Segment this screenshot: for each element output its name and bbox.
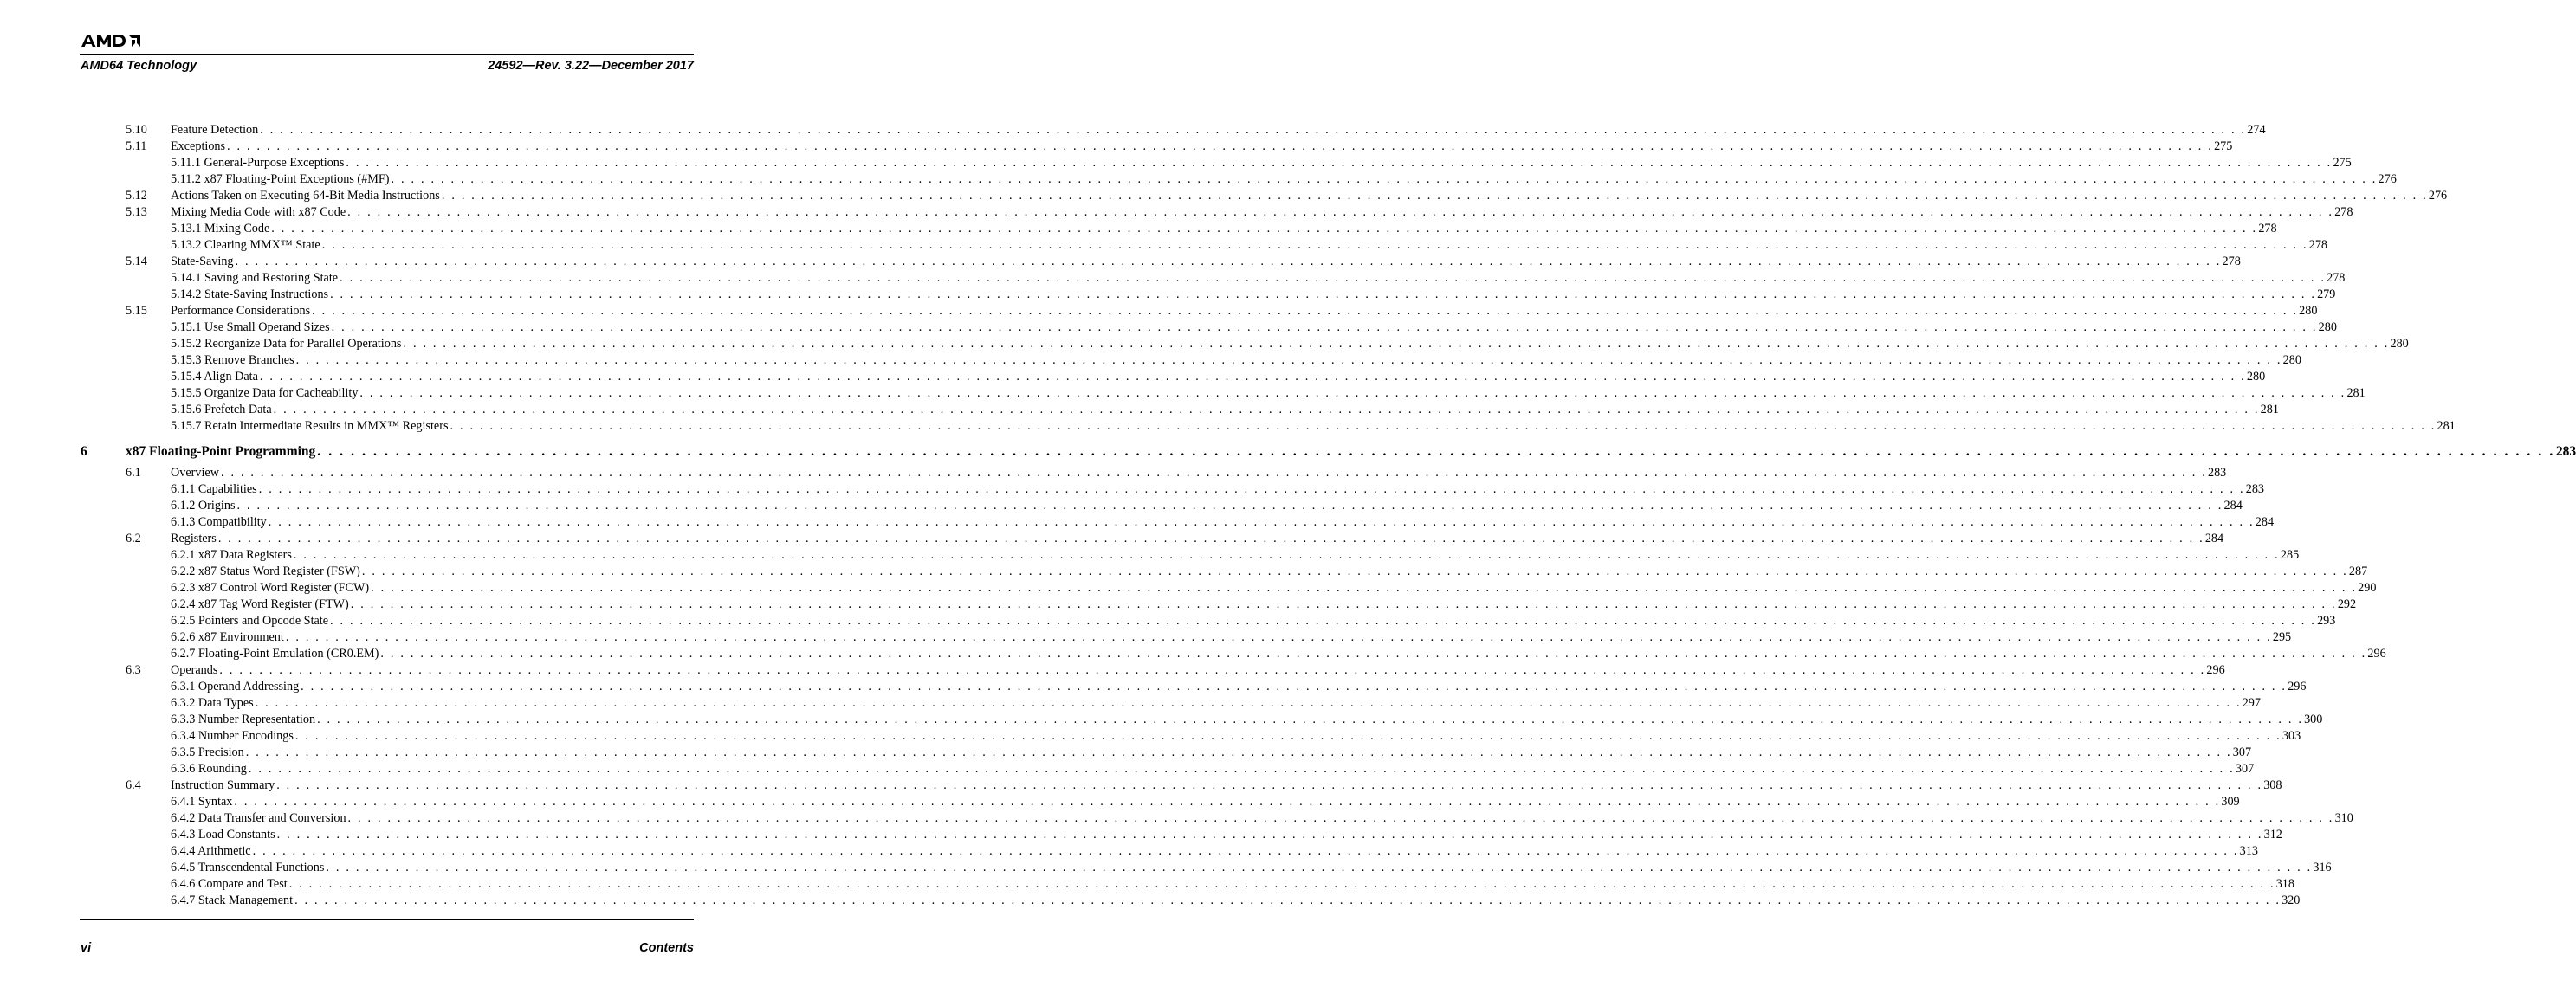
toc-entry-page: 296 (2367, 647, 2386, 661)
toc-entry[interactable] (0, 303, 2318, 319)
toc-entry-title: 6.4.2 Data Transfer and Conversion (171, 811, 346, 825)
toc-entry-title: 6.3.4 Number Encodings (171, 729, 294, 743)
toc-entry-title: x87 Floating-Point Programming (126, 444, 316, 459)
header-document-title: AMD64 Technology (81, 59, 197, 73)
footer-section-name: Contents (639, 941, 694, 955)
toc-entry[interactable] (0, 580, 2377, 597)
toc-entry[interactable] (0, 188, 2448, 204)
toc-entry[interactable] (0, 745, 2252, 761)
toc-entry-page: 309 (2221, 795, 2240, 809)
toc-dot-leader: . . . . . . . . . . . . . . . . . . . . . . . . . . . . . . . . . . . . . . . . . . . . . . . . . . . . . . . . . . . . . . . . . . . . . . . . . . . . . . . . . . . . . . . . . . . . . . . . . . . . . . . . . . . . . . . . . . . . . . . . . . . . . . . . . . . . . . . . . . . . . . . . . . . . . . . . . . . . . . . . . . . . . . . . . . . . . . . . . . . . . . . . . . . . . . . . . . . . . . . . (258, 482, 2245, 496)
toc-entry-number: 5.14 (126, 255, 147, 268)
toc-entry-title: 5.13.1 Mixing Code (171, 222, 270, 235)
toc-entry[interactable] (0, 794, 2240, 810)
footer-page-number: vi (81, 941, 92, 955)
toc-entry-page: 295 (2272, 630, 2292, 644)
toc-entry[interactable] (0, 465, 2227, 481)
toc-entry-page: 278 (2334, 205, 2353, 219)
toc-dot-leader: . . . . . . . . . . . . . . . . . . . . . . . . . . . . . . . . . . . . . . . . . . . . . . . . . . . . . . . . . . . . . . . . . . . . . . . . . . . . . . . . . . . . . . . . . . . . . . . . . . . . . . . . . . . . . . . . . . . . . . . . . . . . . . . . . . . . . . . . . . . . . . . . . . . . . . . . . . . . . . . . . . . . . . . . . . . . . . . . . . . . . . . . . . . . . . . . . . . . . . . . (361, 565, 2348, 578)
toc-dot-leader: . . . . . . . . . . . . . . . . . . . . . . . . . . . . . . . . . . . . . . . . . . . . . . . . . . . . . . . . . . . . . . . . . . . . . . . . . . . . . . . . . . . . . . . . . . . . . . . . . . . . . . . . . . . . . . . . . . . . . . . . . . . . . . . . . . . . . . . . . . . . . . . . . . . . . . . . . . . . . . . . . . . . . . . . . . . . . . . . . . . . . . . . . . . . . . . . . . . . . . . . (340, 271, 2327, 285)
toc-dot-leader: . . . . . . . . . . . . . . . . . . . . . . . . . . . . . . . . . . . . . . . . . . . . . . . . . . . . . . . . . . . . . . . . . . . . . . . . . . . . . . . . . . . . . . . . . . . . . . . . . . . . . . . . . . . . . . . . . . . . . . . . . . . . . . . . . . . . . . . . . . . . . . . . . . . . . . . . . . . . . . . . . . . . . . . . . . . . . . . . . . . . . . . . . . . . . . . . . . . . . . . . (255, 696, 2242, 710)
toc-entry[interactable] (0, 270, 2346, 287)
toc-entry-number: 6 (81, 444, 87, 459)
toc-entry[interactable] (0, 319, 2337, 336)
toc-entry[interactable] (0, 481, 2264, 498)
toc-dot-leader: . . . . . . . . . . . . . . . . . . . . . . . . . . . . . . . . . . . . . . . . . . . . . . . . . . . . . . . . . . . . . . . . . . . . . . . . . . . . . . . . . . . . . . . . . . . . . . . . . . . . . . . . . . . . . . . . . . . . . . . . . . . . . . . . . . . . . . . . . . . . . . . . . . . . . . . . . . . . . . . . . . . . . . . . . . . . . . . . . . . . . . . . . . . . . . . . . . . . . . . . (288, 877, 2275, 891)
toc-dot-leader: . . . . . . . . . . . . . . . . . . . . . . . . . . . . . . . . . . . . . . . . . . . . . . . . . . . . . . . . . . . . . . . . . . . . . . . . . . . . . . . . . . . . . . . . . . . . . . . . . . . . . . . . . . . . . . . . . . . . . . . . . . . . . . . . . . . . . . . . . . . . . . . . . . . . . . . . . . . . . . . . . . . . . . . . . . . . . . . . . . . . . . . . . . . . . . . . . . . . . . . . (321, 238, 2308, 252)
toc-entry[interactable] (0, 597, 2357, 613)
toc-entry[interactable] (0, 237, 2328, 254)
toc-entry-page: 290 (2358, 581, 2377, 595)
toc-entry-page: 276 (2428, 189, 2448, 203)
toc-entry-title: Feature Detection (171, 123, 259, 137)
toc-dot-leader: . . . . . . . . . . . . . . . . . . . . . . . . . . . . . . . . . . . . . . . . . . . . . . . . . . . . . . . . . . . . . . . . . . . . . . . . . . . . . . . . . . . . . . . . . . . . . . . . . . . . . . . . . . . . . . . . . . . . . . . . . . . . . . . . . . . . . . . . . . . . . . . . . . . . . . . . . . . . . . . . . . . . . . . . . . . . . . . . . . . . . . . . . . . . . . . . . . . . . . . . (236, 499, 2223, 513)
toc-entry-number: 6.3 (126, 663, 141, 677)
toc-entry[interactable] (0, 139, 2233, 155)
toc-entry[interactable] (0, 385, 2366, 402)
amd-logo-icon (81, 32, 150, 49)
toc-entry-page: 279 (2317, 287, 2336, 301)
toc-entry-title: Registers (171, 532, 217, 545)
toc-entry[interactable] (0, 860, 2332, 876)
toc-entry-page: 308 (2263, 778, 2282, 792)
toc-entry-page: 284 (2255, 515, 2275, 529)
toc-entry-page: 293 (2317, 614, 2336, 628)
toc-entry[interactable] (0, 204, 2353, 221)
toc-entry-page: 281 (2346, 386, 2366, 400)
toc-entry[interactable] (0, 287, 2336, 303)
toc-entry-title: Instruction Summary (171, 778, 275, 792)
toc-entry-title: 5.15.7 Retain Intermediate Results in MMX™ Registers (171, 419, 449, 433)
table-of-contents (0, 122, 2576, 909)
toc-dot-leader: . . . . . . . . . . . . . . . . . . . . . . . . . . . . . . . . . . . . . . . . . . . . . . . . . . . . . . . . . . . . . . . . . . . . . . . . . . . . . . . . . . . . . . . . . . . . . . . . . . . . . . . . . . . . . . . . . . . . . . . . . . . . . . . . . . . . . . . . . . . . . . . . . . . . . . . . . . . . . . . . . . . . . . . . . . . . . . . . . . . . . . . . . . . . . . . . . . . . . . . . (268, 515, 2255, 529)
toc-entry-title: 6.4.7 Stack Management (171, 894, 294, 907)
toc-entry-title: 5.15.3 Remove Branches (171, 353, 294, 367)
toc-dot-leader: . . . . . . . . . . . . . . . . . . . . . . . . . . . . . . . . . . . . . . . . . . . . . . . . . . . . . . . . . . . . . . . . . . . . . . . . . . . . . . . . . . . . . . . . . . . . . . . . . . . . . . . . . . . . . . . . . . . . . . . . . . . . . . . . . . . . . . . . . . . . . . . . . . . . . . . . . . . . . . . . . . . . . . . . . . . . . . . . . . . . . . . . . . . . . . . . . . . . . . . . (235, 255, 2222, 268)
toc-dot-leader: . . . . . . . . . . . . . . . . . . . . . . . . . . . . . . . . . . . . . . . . . . . . . . . . . . . . . . . . . . . . . . . . . . . . . . . . . . . . . . . . . . . . . . . . . . . . . . . . . . . . . . . . . . . . . . . . . . . . . . . . . . . . . . . . . . . . . . . . . . . . . . . . . . . . . . . . . . . . . . . . . . . . . . . . . . . . . . . . . . . . . . . . . . . . . . . . . . . . . . . . (295, 353, 2282, 367)
toc-entry-title: Operands (171, 663, 218, 677)
toc-dot-leader: . . . . . . . . . . . . . . . . . . . . . . . . . . . . . . . . . . . . . . . . . . . . . . . . . . . . . . . . . . . . . . . . . . . . . . . . . . . . . . . . . . . . . . . . . . . . . . . . . . . . . . . . . . . . . . . . . . . . . . . . . . . . . . . . . . . . . . . . . . . . . . . . . . . . . . . . . . . . . . . . . . . . . . . . . . . . . . . . . . . . . . . . . . . . . . . . . . . . . . . . (220, 466, 2207, 480)
toc-entry-page: 296 (2288, 680, 2307, 694)
toc-entry-title: Actions Taken on Executing 64-Bit Media Instructions (171, 189, 440, 203)
toc-dot-leader: . . . . . . . . . . . . . . . . . . . . . . . . . . . . . . . . . . . . . . . . . . . . . . . . . . . . . . . . . . . . . . . . . . . . . . . . . . . . . . . . . . . . . . . . . . . . . . . . . . . . . . . . . . . . . . . . . . . . . . . . . . . . . . . . . . . . . . . . . . . . . . . . . . . . . . . . . . . . . . . . . . . . . . . . . . . . . . . . . . . . . . . . . . . . . . . . . . . . . . . . (260, 123, 2247, 137)
toc-entry-page: 283 (2555, 444, 2576, 459)
toc-entry-page: 278 (2258, 222, 2277, 235)
toc-entry[interactable] (0, 418, 2456, 435)
toc-entry-title: 5.11.1 General-Purpose Exceptions (171, 156, 345, 170)
toc-dot-leader: . . . . . . . . . . . . . . . . . . . . . . . . . . . . . . . . . . . . . . . . . . . . . . . . . . . . . . . . . . . . . . . . . . . . . . . . . . . . . . . . . . . . . . . . . . . . . . . . . . . . . . . . . . . . . . . . . . . . . . . . . . . . . . . . . . . . . . . . . . . . . . . . . . . . . . . . . . . . . . . . . . . . . . . . . . . . . . . . . . . . . . . . . . . . . . . . . . . . . . . . (219, 663, 2206, 677)
toc-entry-title: 5.11.2 x87 Floating-Point Exceptions (#MF) (171, 172, 390, 186)
toc-entry[interactable] (0, 171, 2397, 188)
toc-dot-leader: . . . . . . . . . . . . . . . . . . . . . . . . . . . . . . . . . . . . . . . . . . . . . . . . . . . . . . . . . . . . . . . . . . . . . . . . . . . . . . . . . . . . . . . . . . . . . . . . . . . . . . . . . . . . . . . . . . . . . . . . . . . . . . . . . . . . . . . . . . . . . . . . . . . . . . . . . . . . . . . . . . . . . . . . . . . . . . . . . . . . . . . . . . . . . . . . . . . . . . . . (346, 156, 2333, 170)
toc-entry-number: 5.10 (126, 123, 147, 137)
toc-entry[interactable] (0, 662, 2225, 679)
toc-entry-title: 5.15.2 Reorganize Data for Parallel Operations (171, 337, 402, 351)
toc-entry[interactable] (0, 843, 2258, 860)
toc-entry-title: 5.15.1 Use Small Operand Sizes (171, 320, 330, 334)
toc-entry-page: 274 (2247, 123, 2266, 137)
toc-entry-page: 318 (2275, 877, 2294, 891)
toc-entry-title: 6.2.6 x87 Environment (171, 630, 284, 644)
toc-entry-number: 6.2 (126, 532, 141, 545)
toc-entry[interactable] (0, 547, 2300, 564)
toc-entry-title: State-Saving (171, 255, 234, 268)
toc-entry-title: 6.2.4 x87 Tag Word Register (FTW) (171, 597, 349, 611)
toc-dot-leader: . . . . . . . . . . . . . . . . . . . . . . . . . . . . . . . . . . . . . . . . . . . . . . . . . . . . . . . . . . . . . . . . . . . . . . . . . . . . . . . . . . . . . . . . . . . . . . . . . . . . . . . . . . . . . . . . . . . . . . . . . . . . . . . . . . . . . . . . . . . . . . . . . . . . . . . . . . . . . . . . . . . . . . . . . . . . . . . . . . . . . . . . . . . . . . . . . . . . . . . . (252, 844, 2239, 858)
footer-rule (80, 919, 694, 920)
toc-entry-title: Mixing Media Code with x87 Code (171, 205, 346, 219)
toc-dot-leader: . . . . . . . . . . . . . . . . . . . . . . . . . . . . . . . . . . . . . . . . . . . . . . . . . . . . . . . . . . . . . . . . . . . . . . . . . . . . . . . . . . . . . . . . . . . . . . . . . . . . . . . . . . . . . . . . . . . . . . . . . . . . . . . . . . . . . . . . . . . . . . . . . . . . . . . . . . . . . . . . . . . . . . . . . . . . . . . . . . . . . . . . . . . . . . . . . . . . . . . . (331, 320, 2318, 334)
toc-dot-leader: . . . . . . . . . . . . . . . . . . . . . . . . . . . . . . . . . . . . . . . . . . . . . . . . . . . . . . . . . . . . . . . . . . . . . . . . . . . . . . . . . . . . . . . . . . . . . . . . . . . . . . . . . . . . . . . . . . . . . . . . . . . . . . . . . . . . . . . . . . . . . . . . . . . . . . . . . . . . . . . . . . . . . . . . . . . . . . . . . . . . . . . . . . . . . . . . . . . . . . . . (234, 795, 2221, 809)
toc-entry-page: 307 (2232, 745, 2252, 759)
toc-entry-title: 6.2.5 Pointers and Opcode State (171, 614, 329, 628)
toc-entry-title: 6.2.3 x87 Control Word Register (FCW) (171, 581, 370, 595)
toc-entry-page: 310 (2334, 811, 2353, 825)
toc-entry-page: 280 (2318, 320, 2337, 334)
toc-dot-leader: . . . . . . . . . . . . . . . . . . . . . . . . . . . . . . . . . . . . . . . . . . . . . . . . . . . . . . . . . . . . . . . . . . . . . . . . . . . . . . . . . . . . . . . . . . . . . . . . . . . . . . . . . . . . . . . . . . . . . . . . . . . . . . . . . . . . . . . . . . . . . . . . . . . . . . . . . . . . . . . . . . . . . . . . . . . . . . . . . . . . . . . . . . . . . . . . . . . . . . . . (273, 403, 2260, 416)
toc-entry[interactable] (0, 369, 2266, 385)
toc-entry-title: 6.2.7 Floating-Point Emulation (CR0.EM) (171, 647, 379, 661)
toc-chapter-entry[interactable] (0, 442, 2576, 461)
toc-entry-title: 6.4.6 Compare and Test (171, 877, 288, 891)
toc-entry-title: 6.4.4 Arithmetic (171, 844, 251, 858)
toc-dot-leader: . . . . . . . . . . . . . . . . . . . . . . . . . . . . . . . . . . . . . . . . . . . . . . . . . . . . . . . . . . . . . . . . . . . . . . . . . . . . . . . . . . . . . . . . . . . . . . . . . . . . . . . . . . . . . . . . . . . . . . . . . . . . . . . . . . . . . . . . . . . . . . . . . . . . . . . . . . . . . . . . . . . . . . . . . . . . . . . . . . . . . . . . . . . . . . . . . . . . . . . . (294, 729, 2282, 743)
toc-entry-page: 280 (2299, 304, 2318, 318)
toc-entry[interactable] (0, 728, 2301, 745)
toc-entry[interactable] (0, 761, 2255, 777)
toc-entry-page: 287 (2348, 565, 2368, 578)
toc-entry-title: Performance Considerations (171, 304, 311, 318)
toc-dot-leader: . . . . . . . . . . . . . . . . . . . . . . . . . . . . . . . . . . . . . . . . . . . . . . . . . . . . . . . . . . . . . . . . . . . . . . . . . . . . . . . . . . . . . . . . . . . . . . . . . . . . . . . . . . . . . . . . . . . . . . . . . . . . . . . . . . . . . . . . . . . . . . . . . . . . . . . . . . . . . . . . . . . . . . . . . . . . . . . . . . . . . . . . . . . . . . . . . . . . . . . . (271, 222, 2258, 235)
toc-entry-page: 316 (2313, 861, 2332, 874)
toc-entry-page: 296 (2206, 663, 2225, 677)
toc-dot-leader: . . . . . . . . . . . . . . . . . . . . . . . . . . . . . . . . . . . . . . . . . . . . . . . . . . . . . . . . . . . . . . . . . . . . . . . . . . . . . . . . . . . . . . . . . . . . . . . . . . . . . . . . . . . . . . . . . . . . . . . . . . . . . . . . . . . . . . . . . . . . . . . . . . . . . . . . . . . . . . . . . . . . . . . . . . . . . . . . . . . . . . . . . . . . . . . . . . . . . . . . (276, 778, 2263, 792)
toc-entry[interactable] (0, 498, 2243, 514)
toc-dot-leader: . . . . . . . . . . . . . . . . . . . . . . . . . . . . . . . . . . . . . . . . . . . . . . . . . . . . . . . . . . . . . . . . . . . . . . . . . . . . . . . . . . . . . . . . . . . . . . . . . . . . . . . . . . . . . . . . . . . . . . . . . . . . . . . . . . . . . . . . . . . . . . . . . . . . . . . . . . . . . . . . . . . . . . . . . . . . . . . . . . . . . . . . . . . . . . . . . . . . . . . . (359, 386, 2346, 400)
toc-entry-number: 6.4 (126, 778, 141, 792)
toc-entry-number: 5.13 (126, 205, 147, 219)
toc-entry-page: 281 (2437, 419, 2456, 433)
toc-dot-leader: . . . . . . . . . . . . . . . . . . . . . . . . . . . . . . . . . . . . . . . . . . . . . . . . . . . . . . . . . . . . . . . . . . . . . . . . . . . . . . . . . . . . . . . . . . . . . . . . . . . . . . . . . . . . . . . . . . . . . . . . . . . . . . . . . . . . . . . . . . . . . . . . . . . . . . . . . . . . . . . . . . . . . . . . . . . . . . . . . . . . . . . . . . . . . . . . . . . . . . . . (330, 287, 2317, 301)
toc-entry-title: 6.2.1 x87 Data Registers (171, 548, 292, 562)
toc-entry[interactable] (0, 221, 2277, 237)
toc-entry[interactable] (0, 646, 2386, 662)
toc-entry-title: 6.2.2 x87 Status Word Register (FSW) (171, 565, 360, 578)
toc-entry[interactable] (0, 893, 2301, 909)
toc-dot-leader: . . . . . . . . . . . . . . . . . . . . . . . . . . . . . . . . . . . . . . . . . . . . . . . . . . . . . . . . . . . . . . . . . . . . . . . . . . . . . . . . . . . . . . . . . . . . . . . . . . . . . . . . . . . . . . . . . . . . . . . . . . . . . . . . . . . . . . . . . . . . . . . . . . . . . . . . . . . . . . . . . . . . . . . . . . . . . . . . . . . . . . . . . . . . . . . . . . . . . . . . (317, 713, 2304, 726)
toc-entry-title: 6.4.5 Transcendental Functions (171, 861, 325, 874)
toc-entry-title: 6.4.3 Load Constants (171, 828, 275, 842)
toc-entry-page: 303 (2282, 729, 2301, 743)
toc-entry[interactable] (0, 254, 2241, 270)
toc-entry-title: 5.15.6 Prefetch Data (171, 403, 272, 416)
toc-entry-page: 297 (2242, 696, 2261, 710)
toc-dot-leader: . . . . . . . . . . . . . . . . . . . . . . . . . . . . . . . . . . . . . . . . . . . . . . . . . . . . . . . . . . . . . . . . . . . . . . . . . . . . . . . . . . . . . . . . . . . . . . . . . . . . . . . . . . . . . . . . . . . . . . . . . . . . . . . . . . . . . . . . . . . . . . . . . . . . . . . . . . . . . . . . . . . . . . . . . . . . . . . . . . . . . . . . . . . . . . . . . . . . . . . . (371, 581, 2358, 595)
toc-entry-page: 280 (2390, 337, 2409, 351)
toc-entry[interactable] (0, 613, 2336, 629)
toc-dot-leader: . . . . . . . . . . . . . . . . . . . . . . . . . . . . . . . . . . . . . . . . . . . . . . . . . . . . . . . . . . . . . . . . . . . . . . . . . . . . . . . . . . . . . . . . . . . . . . . . . . . . . . . . . . . . . . . . . . . . . . . . . . . . . . . . . . . . . . . . . . . . . . . . . . . . . . . . . . . . . . . . . . . . . . . . . . . . . . . . . . . . . . . . . . . . . . . . . . . . . . . . (347, 205, 2334, 219)
toc-entry-page: 280 (2282, 353, 2301, 367)
toc-entry-title: 5.14.1 Saving and Restoring State (171, 271, 339, 285)
toc-entry-number: 6.1 (126, 466, 141, 480)
toc-entry-title: 6.3.1 Operand Addressing (171, 680, 300, 694)
toc-entry-page: 283 (2245, 482, 2264, 496)
toc-entry[interactable] (0, 531, 2224, 547)
toc-entry[interactable] (0, 629, 2292, 646)
toc-entry-page: 278 (2308, 238, 2328, 252)
toc-entry-page: 300 (2304, 713, 2323, 726)
toc-entry-title: 6.1.1 Capabilities (171, 482, 257, 496)
toc-dot-leader: . . . . . . . . . . . . . . . . . . . . . . . . . . . . . . . . . . . . . . . . . . . . . . . . . . . . . . . . . . . . . . . . . . . . . . . . . . . . . . . . . . . . . . . . . . . . . . . . . . . . . . . . . . . . . . . . . . . . . . . . . . . . . . . . . . . . . . . . . . . . . . . . . . . . . . . . . . . . . . . . . . . . . . . . . . . . . . . . . . . . . . . . . . . . . . . . . . . . . . . . (347, 811, 2334, 825)
toc-entry-title: 5.15.5 Organize Data for Cacheability (171, 386, 359, 400)
toc-entry-page: 283 (2207, 466, 2227, 480)
toc-dot-leader: . . . . . . . . . . . . . . . . . . . . . . . . . . . . . . . . . . . . . . . . . . . . . . . . . . . . . . . . . . . . . . . . . . . . . . . . . . . . . . . . . . . . . . . . . . . . . . . . . . . . . . . . . . . . . . . . . . . . . . . . . . . . . . . . . . . . . . . . . . . . . . . . . . . . . . . . . . . . . . . . . . . . . . . . . . . . . . . . . . . . . . . . . . . . . . . . . . . . . . . . (259, 370, 2246, 384)
toc-entry-number: 5.11 (126, 139, 147, 153)
toc-entry-page: 284 (2223, 499, 2243, 513)
toc-entry-page: 284 (2204, 532, 2224, 545)
toc-dot-leader: . . . . . . . . . . . . . . . . . . . . . . . . . . . . . . . . . . . . . . . . . . . . . . . . . . . . . . . . . . . . . . . . . . . . . . . . . . . . . . . . . . . . . . . . . . . . . . . . . . . . . . . . . . . . . . . . . . . . . . . . . . . . . . . . . . . . . . . . . . . . . . . . . . . . . . . . . . . . . . . . . . . . . . . . . . . . . . . . . . . . . . . . . . . . . . . . . . . . . . . . (317, 444, 2555, 459)
toc-dot-leader: . . . . . . . . . . . . . . . . . . . . . . . . . . . . . . . . . . . . . . . . . . . . . . . . . . . . . . . . . . . . . . . . . . . . . . . . . . . . . . . . . . . . . . . . . . . . . . . . . . . . . . . . . . . . . . . . . . . . . . . . . . . . . . . . . . . . . . . . . . . . . . . . . . . . . . . . . . . . . . . . . . . . . . . . . . . . . . . . . . . . . . . . . . . . . . . . . . . . . . . . (403, 337, 2390, 351)
toc-entry-page: 307 (2235, 762, 2255, 776)
toc-entry-page: 275 (2214, 139, 2233, 153)
toc-entry-page: 280 (2246, 370, 2266, 384)
toc-entry-title: 5.15.4 Align Data (171, 370, 258, 384)
toc-entry-title: 6.3.3 Number Representation (171, 713, 316, 726)
toc-entry-page: 278 (2222, 255, 2241, 268)
toc-entry-page: 276 (2378, 172, 2397, 186)
toc-entry[interactable] (0, 679, 2307, 695)
toc-entry-title: 5.13.2 Clearing MMX™ State (171, 238, 320, 252)
toc-entry-page: 320 (2282, 894, 2301, 907)
toc-entry-title: 6.1.2 Origins (171, 499, 236, 513)
toc-dot-leader: . . . . . . . . . . . . . . . . . . . . . . . . . . . . . . . . . . . . . . . . . . . . . . . . . . . . . . . . . . . . . . . . . . . . . . . . . . . . . . . . . . . . . . . . . . . . . . . . . . . . . . . . . . . . . . . . . . . . . . . . . . . . . . . . . . . . . . . . . . . . . . . . . . . . . . . . . . . . . . . . . . . . . . . . . . . . . . . . . . . . . . . . . . . . . . . . . . . . . . . . (326, 861, 2313, 874)
toc-dot-leader: . . . . . . . . . . . . . . . . . . . . . . . . . . . . . . . . . . . . . . . . . . . . . . . . . . . . . . . . . . . . . . . . . . . . . . . . . . . . . . . . . . . . . . . . . . . . . . . . . . . . . . . . . . . . . . . . . . . . . . . . . . . . . . . . . . . . . . . . . . . . . . . . . . . . . . . . . . . . . . . . . . . . . . . . . . . . . . . . . . . . . . . . . . . . . . . . . . . . . . . . (380, 647, 2367, 661)
toc-dot-leader: . . . . . . . . . . . . . . . . . . . . . . . . . . . . . . . . . . . . . . . . . . . . . . . . . . . . . . . . . . . . . . . . . . . . . . . . . . . . . . . . . . . . . . . . . . . . . . . . . . . . . . . . . . . . . . . . . . . . . . . . . . . . . . . . . . . . . . . . . . . . . . . . . . . . . . . . . . . . . . . . . . . . . . . . . . . . . . . . . . . . . . . . . . . . . . . . . . . . . . . . (312, 304, 2299, 318)
toc-entry-title: 5.14.2 State-Saving Instructions (171, 287, 329, 301)
toc-entry[interactable] (0, 352, 2301, 369)
toc-entry-title: 6.3.5 Precision (171, 745, 244, 759)
toc-entry[interactable] (0, 827, 2282, 843)
toc-entry-page: 292 (2337, 597, 2357, 611)
toc-dot-leader: . . . . . . . . . . . . . . . . . . . . . . . . . . . . . . . . . . . . . . . . . . . . . . . . . . . . . . . . . . . . . . . . . . . . . . . . . . . . . . . . . . . . . . . . . . . . . . . . . . . . . . . . . . . . . . . . . . . . . . . . . . . . . . . . . . . . . . . . . . . . . . . . . . . . . . . . . . . . . . . . . . . . . . . . . . . . . . . . . . . . . . . . . . . . . . . . . . . . . . . . (330, 614, 2317, 628)
toc-entry-page: 285 (2280, 548, 2300, 562)
toc-entry[interactable] (0, 712, 2323, 728)
toc-entry[interactable] (0, 695, 2261, 712)
toc-dot-leader: . . . . . . . . . . . . . . . . . . . . . . . . . . . . . . . . . . . . . . . . . . . . . . . . . . . . . . . . . . . . . . . . . . . . . . . . . . . . . . . . . . . . . . . . . . . . . . . . . . . . . . . . . . . . . . . . . . . . . . . . . . . . . . . . . . . . . . . . . . . . . . . . . . . . . . . . . . . . . . . . . . . . . . . . . . . . . . . . . . . . . . . . . . . . . . . . . . . . . . . . (227, 139, 2214, 153)
toc-entry-page: 312 (2263, 828, 2282, 842)
toc-dot-leader: . . . . . . . . . . . . . . . . . . . . . . . . . . . . . . . . . . . . . . . . . . . . . . . . . . . . . . . . . . . . . . . . . . . . . . . . . . . . . . . . . . . . . . . . . . . . . . . . . . . . . . . . . . . . . . . . . . . . . . . . . . . . . . . . . . . . . . . . . . . . . . . . . . . . . . . . . . . . . . . . . . . . . . . . . . . . . . . . . . . . . . . . . . . . . . . . . . . . . . . . (441, 189, 2428, 203)
toc-entry-title: Exceptions (171, 139, 226, 153)
toc-dot-leader: . . . . . . . . . . . . . . . . . . . . . . . . . . . . . . . . . . . . . . . . . . . . . . . . . . . . . . . . . . . . . . . . . . . . . . . . . . . . . . . . . . . . . . . . . . . . . . . . . . . . . . . . . . . . . . . . . . . . . . . . . . . . . . . . . . . . . . . . . . . . . . . . . . . . . . . . . . . . . . . . . . . . . . . . . . . . . . . . . . . . . . . . . . . . . . . . . . . . . . . . (294, 894, 2282, 907)
toc-entry[interactable] (0, 777, 2282, 794)
toc-entry[interactable] (0, 155, 2352, 171)
toc-entry-title: 6.1.3 Compatibility (171, 515, 267, 529)
toc-entry-title: 6.3.2 Data Types (171, 696, 254, 710)
header-rule (80, 54, 694, 55)
toc-entry-number: 5.15 (126, 304, 147, 318)
header-revision: 24592—Rev. 3.22—December 2017 (488, 59, 694, 73)
toc-entry-page: 281 (2260, 403, 2279, 416)
toc-entry[interactable] (0, 514, 2275, 531)
toc-entry-title: 6.3.6 Rounding (171, 762, 247, 776)
toc-entry[interactable] (0, 122, 2266, 139)
toc-entry-title: 6.4.1 Syntax (171, 795, 233, 809)
toc-dot-leader: . . . . . . . . . . . . . . . . . . . . . . . . . . . . . . . . . . . . . . . . . . . . . . . . . . . . . . . . . . . . . . . . . . . . . . . . . . . . . . . . . . . . . . . . . . . . . . . . . . . . . . . . . . . . . . . . . . . . . . . . . . . . . . . . . . . . . . . . . . . . . . . . . . . . . . . . . . . . . . . . . . . . . . . . . . . . . . . . . . . . . . . . . . . . . . . . . . . . . . . . (248, 762, 2235, 776)
toc-entry[interactable] (0, 810, 2353, 827)
toc-dot-leader: . . . . . . . . . . . . . . . . . . . . . . . . . . . . . . . . . . . . . . . . . . . . . . . . . . . . . . . . . . . . . . . . . . . . . . . . . . . . . . . . . . . . . . . . . . . . . . . . . . . . . . . . . . . . . . . . . . . . . . . . . . . . . . . . . . . . . . . . . . . . . . . . . . . . . . . . . . . . . . . . . . . . . . . . . . . . . . . . . . . . . . . . . . . . . . . . . . . . . . . . (350, 597, 2337, 611)
toc-dot-leader: . . . . . . . . . . . . . . . . . . . . . . . . . . . . . . . . . . . . . . . . . . . . . . . . . . . . . . . . . . . . . . . . . . . . . . . . . . . . . . . . . . . . . . . . . . . . . . . . . . . . . . . . . . . . . . . . . . . . . . . . . . . . . . . . . . . . . . . . . . . . . . . . . . . . . . . . . . . . . . . . . . . . . . . . . . . . . . . . . . . . . . . . . . . . . . . . . . . . . . . . (450, 419, 2437, 433)
toc-entry-page: 313 (2239, 844, 2258, 858)
toc-dot-leader: . . . . . . . . . . . . . . . . . . . . . . . . . . . . . . . . . . . . . . . . . . . . . . . . . . . . . . . . . . . . . . . . . . . . . . . . . . . . . . . . . . . . . . . . . . . . . . . . . . . . . . . . . . . . . . . . . . . . . . . . . . . . . . . . . . . . . . . . . . . . . . . . . . . . . . . . . . . . . . . . . . . . . . . . . . . . . . . . . . . . . . . . . . . . . . . . . . . . . . . . (245, 745, 2232, 759)
toc-entry[interactable] (0, 336, 2409, 352)
toc-dot-leader: . . . . . . . . . . . . . . . . . . . . . . . . . . . . . . . . . . . . . . . . . . . . . . . . . . . . . . . . . . . . . . . . . . . . . . . . . . . . . . . . . . . . . . . . . . . . . . . . . . . . . . . . . . . . . . . . . . . . . . . . . . . . . . . . . . . . . . . . . . . . . . . . . . . . . . . . . . . . . . . . . . . . . . . . . . . . . . . . . . . . . . . . . . . . . . . . . . . . . . . . (391, 172, 2378, 186)
toc-dot-leader: . . . . . . . . . . . . . . . . . . . . . . . . . . . . . . . . . . . . . . . . . . . . . . . . . . . . . . . . . . . . . . . . . . . . . . . . . . . . . . . . . . . . . . . . . . . . . . . . . . . . . . . . . . . . . . . . . . . . . . . . . . . . . . . . . . . . . . . . . . . . . . . . . . . . . . . . . . . . . . . . . . . . . . . . . . . . . . . . . . . . . . . . . . . . . . . . . . . . . . . . (301, 680, 2288, 694)
toc-entry-number: 5.12 (126, 189, 147, 203)
toc-entry[interactable] (0, 876, 2294, 893)
toc-entry-page: 275 (2333, 156, 2352, 170)
toc-dot-leader: . . . . . . . . . . . . . . . . . . . . . . . . . . . . . . . . . . . . . . . . . . . . . . . . . . . . . . . . . . . . . . . . . . . . . . . . . . . . . . . . . . . . . . . . . . . . . . . . . . . . . . . . . . . . . . . . . . . . . . . . . . . . . . . . . . . . . . . . . . . . . . . . . . . . . . . . . . . . . . . . . . . . . . . . . . . . . . . . . . . . . . . . . . . . . . . . . . . . . . . . (276, 828, 2263, 842)
toc-dot-leader: . . . . . . . . . . . . . . . . . . . . . . . . . . . . . . . . . . . . . . . . . . . . . . . . . . . . . . . . . . . . . . . . . . . . . . . . . . . . . . . . . . . . . . . . . . . . . . . . . . . . . . . . . . . . . . . . . . . . . . . . . . . . . . . . . . . . . . . . . . . . . . . . . . . . . . . . . . . . . . . . . . . . . . . . . . . . . . . . . . . . . . . . . . . . . . . . . . . . . . . . (293, 548, 2280, 562)
toc-dot-leader: . . . . . . . . . . . . . . . . . . . . . . . . . . . . . . . . . . . . . . . . . . . . . . . . . . . . . . . . . . . . . . . . . . . . . . . . . . . . . . . . . . . . . . . . . . . . . . . . . . . . . . . . . . . . . . . . . . . . . . . . . . . . . . . . . . . . . . . . . . . . . . . . . . . . . . . . . . . . . . . . . . . . . . . . . . . . . . . . . . . . . . . . . . . . . . . . . . . . . . . . (217, 532, 2204, 545)
toc-entry-title: Overview (171, 466, 219, 480)
toc-entry-page: 278 (2327, 271, 2346, 285)
toc-dot-leader: . . . . . . . . . . . . . . . . . . . . . . . . . . . . . . . . . . . . . . . . . . . . . . . . . . . . . . . . . . . . . . . . . . . . . . . . . . . . . . . . . . . . . . . . . . . . . . . . . . . . . . . . . . . . . . . . . . . . . . . . . . . . . . . . . . . . . . . . . . . . . . . . . . . . . . . . . . . . . . . . . . . . . . . . . . . . . . . . . . . . . . . . . . . . . . . . . . . . . . . . (285, 630, 2272, 644)
toc-entry[interactable] (0, 564, 2368, 580)
toc-entry[interactable] (0, 402, 2279, 418)
